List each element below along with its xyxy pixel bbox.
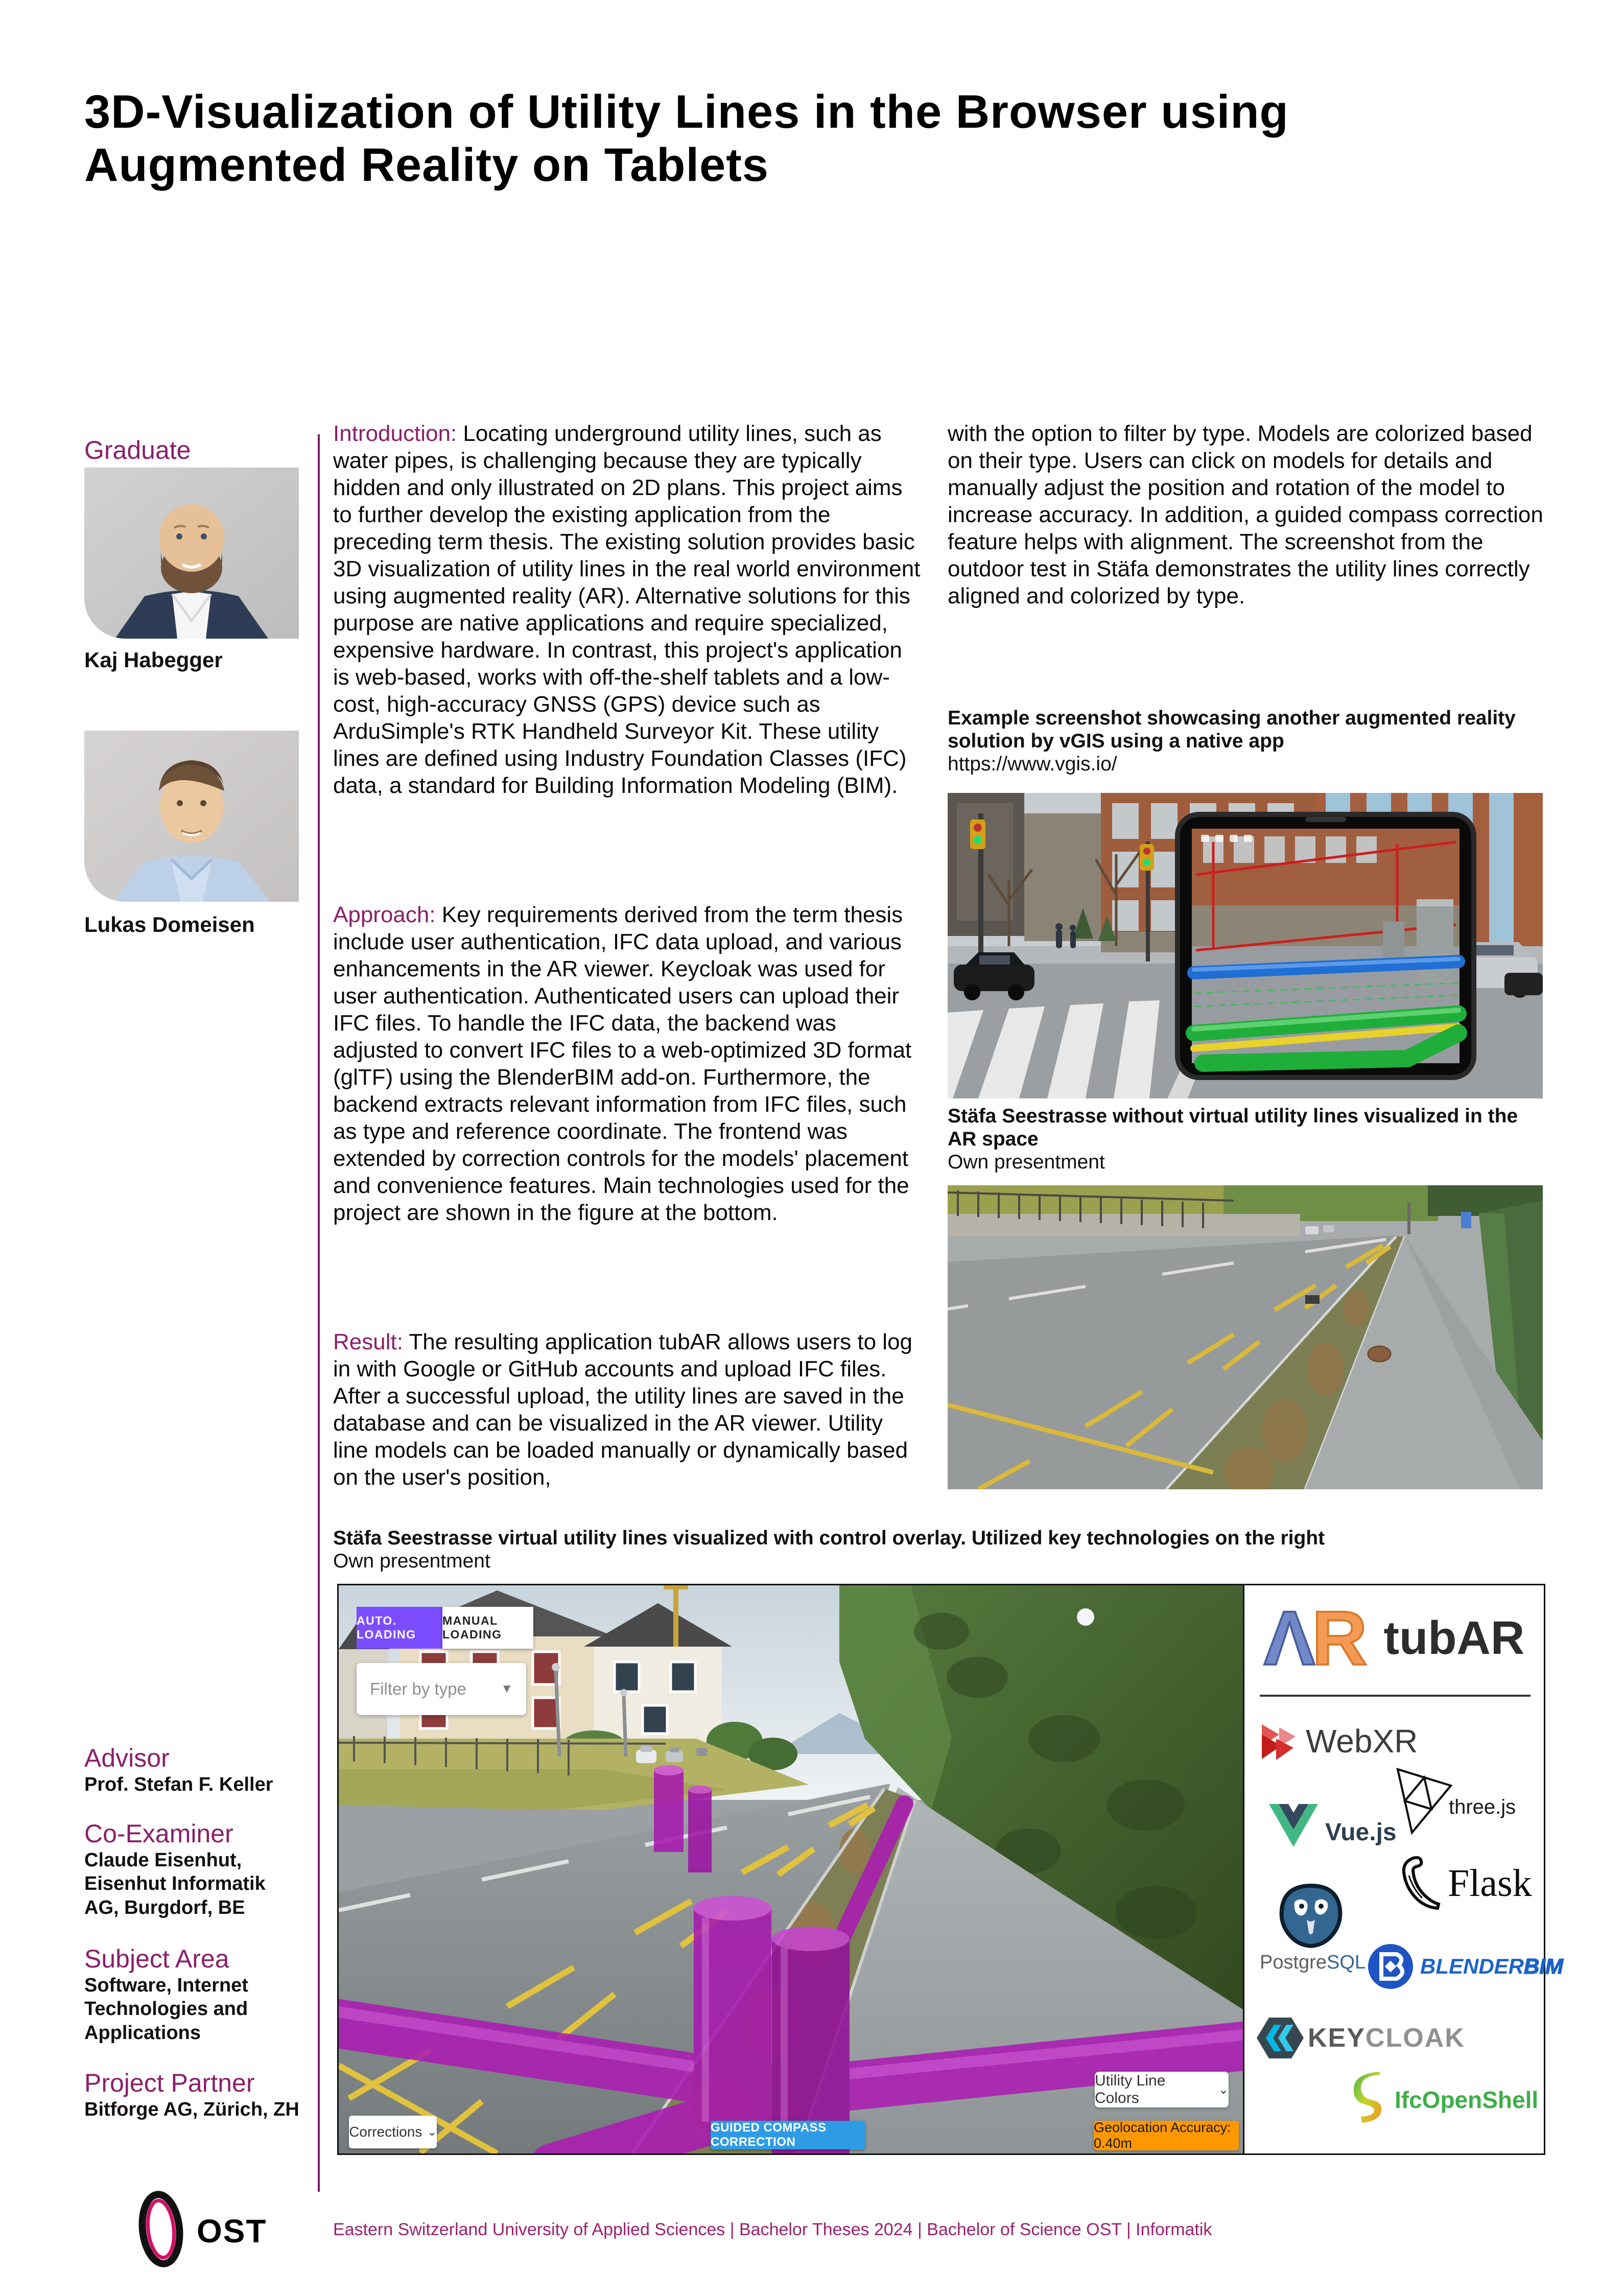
ar-app-figure: [337, 1584, 1564, 2155]
subject-area-line: Software, Internet: [84, 1975, 248, 1996]
keycloak-logo: [1257, 2016, 1465, 2060]
paragraph-result-continued: [948, 420, 1548, 610]
vgis-figure: [948, 793, 1543, 1098]
threejs-wordmark-wrap: [1449, 1796, 1516, 1819]
manual-loading-label: MANUAL LOADING: [442, 1614, 502, 1641]
street-caption-sub: Own presentment: [948, 1151, 1105, 1173]
auto-loading-tab[interactable]: [357, 1607, 442, 1649]
chevron-down-icon: ⌄: [1218, 2082, 1229, 2097]
subject-area-line: Applications: [84, 2022, 201, 2044]
ifcopenshell-wordmark: IfcOpenShell: [1395, 2087, 1539, 2113]
approach-text: Key requirements derived from the term thesis include user authentication, IFC data upload, and various enhancements in the AR viewer. Keycloak was used for user authentication. Authenticated users can upload their IFC files. To handle the IFC data, the backend was adjusted to convert IFC files to a web-optimized 3D format (glTF) using the BlenderBIM add-on. Furthermore, the backend extracts relevant information from IFC files, such as type and reference coordinate. The frontend was extended by correction controls for the models' placement and convenience features. Main technologies used for the project are shown in the figure at the bottom.: [333, 902, 912, 1225]
subject-area-heading: Subject Area: [84, 1944, 229, 1973]
result-continued-text: with the option to filter by type. Models are colorized based on their type. Users can click on models for details and manually adjust the position and rotation of the model to increase accuracy. In addition, a guided compass correction feature helps with alignment. The screenshot from the outdoor test in Stäfa demonstrates the utility lines correctly aligned and colorized by type.: [948, 421, 1543, 608]
paragraph-approach: [333, 901, 921, 1226]
vgis-caption-bold: Example screenshot showcasing another augmented reality solution by vGIS using a native app: [948, 707, 1516, 752]
paragraph-result: [333, 1328, 921, 1491]
ost-logo-text: OST: [197, 2213, 267, 2250]
ifcopenshell-icon: [1351, 2072, 1387, 2128]
page-title: 3D-Visualization of Utility Lines in the Browser using Augmented Reality on Tablets: [84, 86, 1289, 191]
keycloak-wordmark-2: CLOAK: [1365, 2023, 1465, 2053]
keycloak-icon: [1257, 2016, 1304, 2060]
street-caption: [948, 1105, 1548, 1174]
graduate-name-lukas: Lukas Domeisen: [84, 912, 255, 936]
project-partner-line: Bitforge AG, Zürich, ZH: [84, 2099, 299, 2120]
vuejs-logo: [1269, 1804, 1397, 1847]
ar-app-caption-sub: Own presentment: [333, 1550, 490, 1572]
geolocation-accuracy-badge: [1094, 2121, 1239, 2150]
advisor-section: [84, 1743, 304, 1796]
blenderbim-icon: [1367, 1943, 1414, 1990]
street-figure: [948, 1185, 1543, 1489]
photo-kaj-habegger: [84, 467, 299, 639]
graduate-heading: Graduate: [84, 436, 191, 464]
subject-area-section: [84, 1944, 304, 2045]
postgresql-wordmark-blue: SQL: [1326, 1952, 1366, 1973]
corrections-label: Corrections: [349, 2124, 422, 2140]
introduction-text: Locating underground utility lines, such as water pipes, is challenging because they are typically hidden and only illustrated on 2D plans. This project aims to further develop the existing application from the preceding term thesis. The existing solution provides basic 3D visualization of utility lines in the real world environment using augmented reality (AR). Alternative solutions for this purpose are native applications and require specialized, expensive hardware. In contrast, this project's application is web-based, works with off-the-shelf tablets and a low-cost, high-accuracy GNSS (GPS) device such as ArduSimple's RTK Handheld Surveyor Kit. These utility lines are defined using Industry Foundation Classes (IFC) data, a standard for Building Information Modeling (BIM).: [333, 421, 921, 798]
ost-logo: [135, 2191, 186, 2270]
webxr-logo: [1258, 1719, 1418, 1763]
tubar-lambda-glyph: Λ: [1264, 1595, 1312, 1681]
filter-placeholder: Filter by type: [370, 1679, 466, 1698]
co-examiner-line: Eisenhut Informatik: [84, 1873, 266, 1895]
vuejs-wordmark: Vue.js: [1325, 1818, 1397, 1846]
postgresql-logo: [1260, 1884, 1366, 1974]
filter-by-type-dropdown[interactable]: [357, 1663, 526, 1715]
dropdown-caret-icon: ▼: [501, 1682, 513, 1696]
advisor-heading: Advisor: [84, 1744, 170, 1772]
ar-viewer-scene: [339, 1585, 1243, 2153]
guided-compass-label: GUIDED COMPASS CORRECTION: [711, 2121, 827, 2149]
geolocation-accuracy-label: Geolocation Accuracy: 0.40m: [1094, 2120, 1231, 2151]
blenderbim-wordmark-2: BIM: [1524, 1954, 1564, 1978]
utility-line-colors-label: Utility Line Colors: [1095, 2072, 1166, 2106]
advisor-name: Prof. Stefan F. Keller: [84, 1774, 273, 1795]
keycloak-wordmark: [1308, 2023, 1465, 2053]
blenderbim-logo: [1367, 1943, 1563, 1990]
threejs-wordmark: three.js: [1449, 1796, 1516, 1818]
ost-logo-icon: [135, 2191, 186, 2267]
webxr-icon: [1258, 1719, 1298, 1763]
guided-compass-correction-button[interactable]: [711, 2121, 865, 2149]
ifcopenshell-logo: [1351, 2072, 1538, 2128]
photo-lukas-domeisen: [84, 731, 299, 902]
postgresql-wordmark: [1260, 1952, 1366, 1974]
utility-line-colors-button[interactable]: [1095, 2072, 1229, 2107]
manual-loading-tab[interactable]: [442, 1607, 533, 1649]
column-divider: [318, 434, 320, 2192]
co-examiner-heading: Co-Examiner: [84, 1819, 233, 1848]
blenderbim-wordmark-1: BLENDER: [1420, 1954, 1524, 1978]
auto-loading-label: AUTO. LOADING: [357, 1614, 416, 1641]
street-caption-bold: Stäfa Seestrasse without virtual utility lines visualized in the AR space: [948, 1105, 1518, 1150]
approach-lead: Approach:: [333, 902, 436, 927]
co-examiner-line: AG, Burgdorf, BE: [84, 1896, 245, 1918]
flask-icon: [1398, 1855, 1442, 1911]
subject-area-line: Technologies and: [84, 1998, 248, 2020]
paragraph-introduction: [333, 420, 921, 799]
tubar-wordmark: tubAR: [1383, 1611, 1525, 1664]
keycloak-wordmark-1: KEY: [1308, 2023, 1366, 2053]
footer-text: Eastern Switzerland University of Applied Sciences | Bachelor Theses 2024 | Bachelor of Science OST | Informatik: [333, 2220, 1212, 2239]
logo-panel-divider: [1260, 1695, 1531, 1697]
threejs-icon: [1394, 1765, 1455, 1837]
project-partner-section: [84, 2068, 309, 2121]
ar-app-caption: [333, 1527, 1549, 1573]
threejs-logo: [1394, 1765, 1455, 1837]
tubar-r-glyph: R: [1312, 1595, 1364, 1681]
chevron-down-icon: ⌄: [427, 2125, 437, 2138]
introduction-lead: Introduction:: [333, 421, 457, 446]
flask-wordmark: Flask: [1448, 1861, 1532, 1905]
postgresql-wordmark-gray: Postgre: [1260, 1952, 1327, 1973]
corrections-button[interactable]: [349, 2116, 437, 2148]
tubar-logo: [1264, 1595, 1525, 1681]
technology-logo-panel: [1243, 1585, 1564, 2153]
co-examiner-line: Claude Eisenhut,: [84, 1849, 242, 1871]
result-lead: Result:: [333, 1329, 403, 1354]
co-examiner-section: [84, 1819, 304, 1919]
postgresql-icon: [1275, 1884, 1347, 1949]
vgis-caption: [948, 707, 1548, 776]
webxr-wordmark: WebXR: [1306, 1723, 1418, 1760]
vuejs-icon: [1269, 1804, 1318, 1847]
graduate-name-kaj: Kaj Habegger: [84, 648, 223, 672]
result-text: The resulting application tubAR allows users to log in with Google or GitHub accounts and upload IFC files. After a successful upload, the utility lines are saved in the database and can be visualized in the AR viewer. Utility line models can be loaded manually or dynamically based on the user's position,: [333, 1329, 913, 1490]
project-partner-heading: Project Partner: [84, 2069, 255, 2097]
flask-logo: [1398, 1855, 1532, 1911]
ar-app-caption-bold: Stäfa Seestrasse virtual utility lines visualized with control overlay. Utilized key technologies on the right: [333, 1527, 1325, 1549]
blenderbim-wordmark: [1420, 1954, 1563, 1979]
tubar-logo-icon: [1264, 1595, 1364, 1681]
vgis-caption-url: https://www.vgis.io/: [948, 753, 1117, 775]
